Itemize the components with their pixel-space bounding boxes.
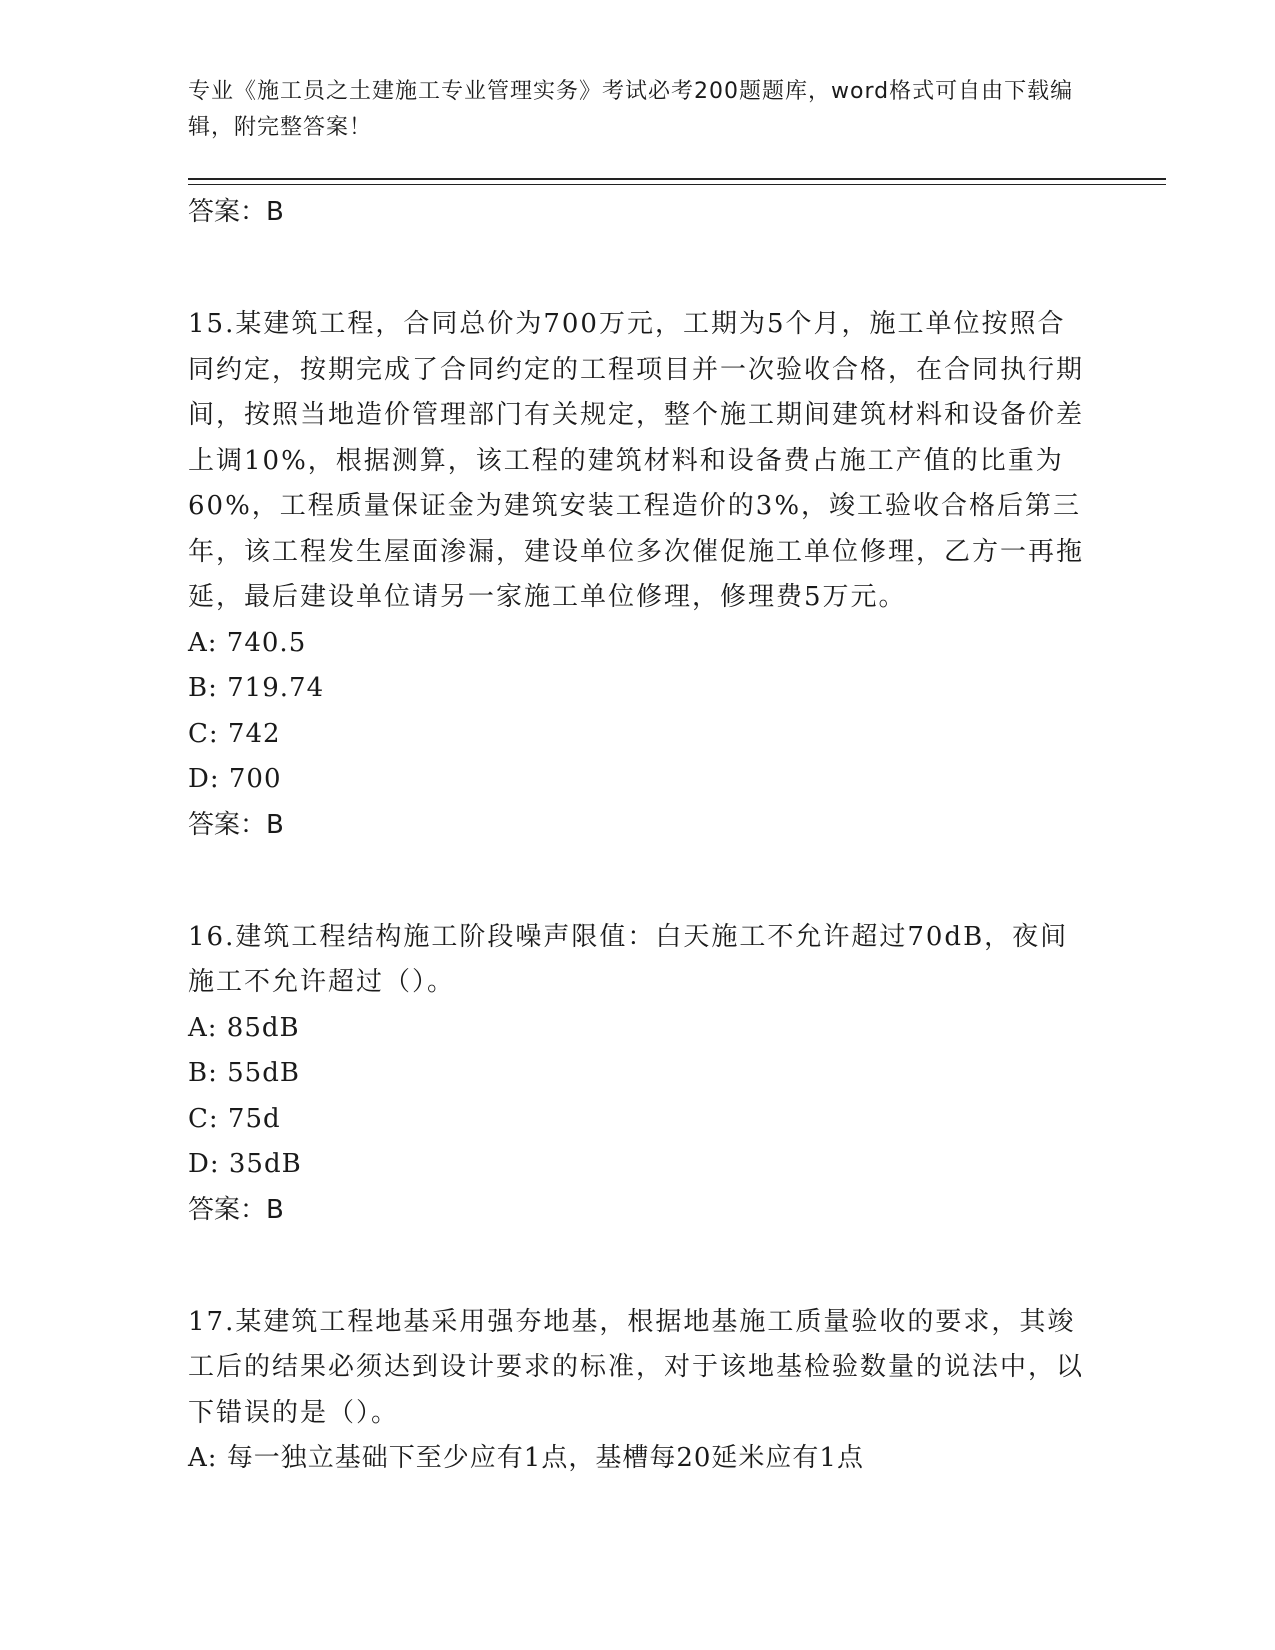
header-divider-thin bbox=[188, 184, 1166, 185]
option-d: D: 35dB bbox=[188, 1149, 302, 1179]
option-c: C: 75d bbox=[188, 1103, 281, 1134]
option-b: B: 55dB bbox=[188, 1058, 300, 1088]
header-divider bbox=[188, 178, 1166, 180]
option-a: A: 85dB bbox=[188, 1012, 300, 1043]
document-header: 专业《施工员之土建施工专业管理实务》考试必考200题题库，word格式可自由下载编辑，附完整答案！ bbox=[188, 79, 1074, 140]
answer-line: 答案：B bbox=[188, 197, 284, 227]
option-d: D: 700 bbox=[188, 764, 282, 794]
question-17: 17.某建筑工程地基采用强夯地基，根据地基施工质量验收的要求，其竣工后的结果必须达到设计要求的标准，对于该地基检验数量的说法中，以下错误的是（）。 bbox=[188, 1306, 1085, 1428]
question-list bbox=[188, 190, 1088, 1482]
answer-line: 答案：B bbox=[188, 1194, 284, 1225]
question-16: 16.建筑工程结构施工阶段噪声限值：白天施工不允许超过70dB，夜间施工不允许超过（）。 bbox=[188, 921, 1069, 997]
option-a: A: 每一独立基础下至少应有1点，基槽每20延米应有1点 bbox=[188, 1443, 864, 1473]
option-b: B: 719.74 bbox=[188, 673, 325, 703]
answer-line: 答案：B bbox=[188, 809, 284, 840]
question-15: 15.某建筑工程，合同总价为700万元，工期为5个月，施工单位按照合同约定，按期完成了合同约定的工程项目并一次验收合格，在合同执行期间，按照当地造价管理部门有关规定，整个施工期间建筑材料和设备价差上调10%，根据测算，该工程的建筑材料和设备费占施工产值的比重为60%，工程质量保证金为建筑安装工程造价的3%，竣工验收合格后第三年，该工程发生屋面渗漏，建设单位多次催促施工单位修理，乙方一再拖延，最后建设单位请另一家施工单位修理，修理费5万元。 bbox=[188, 309, 1085, 612]
option-c: C: 742 bbox=[188, 718, 281, 749]
option-a: A: 740.5 bbox=[188, 627, 307, 658]
